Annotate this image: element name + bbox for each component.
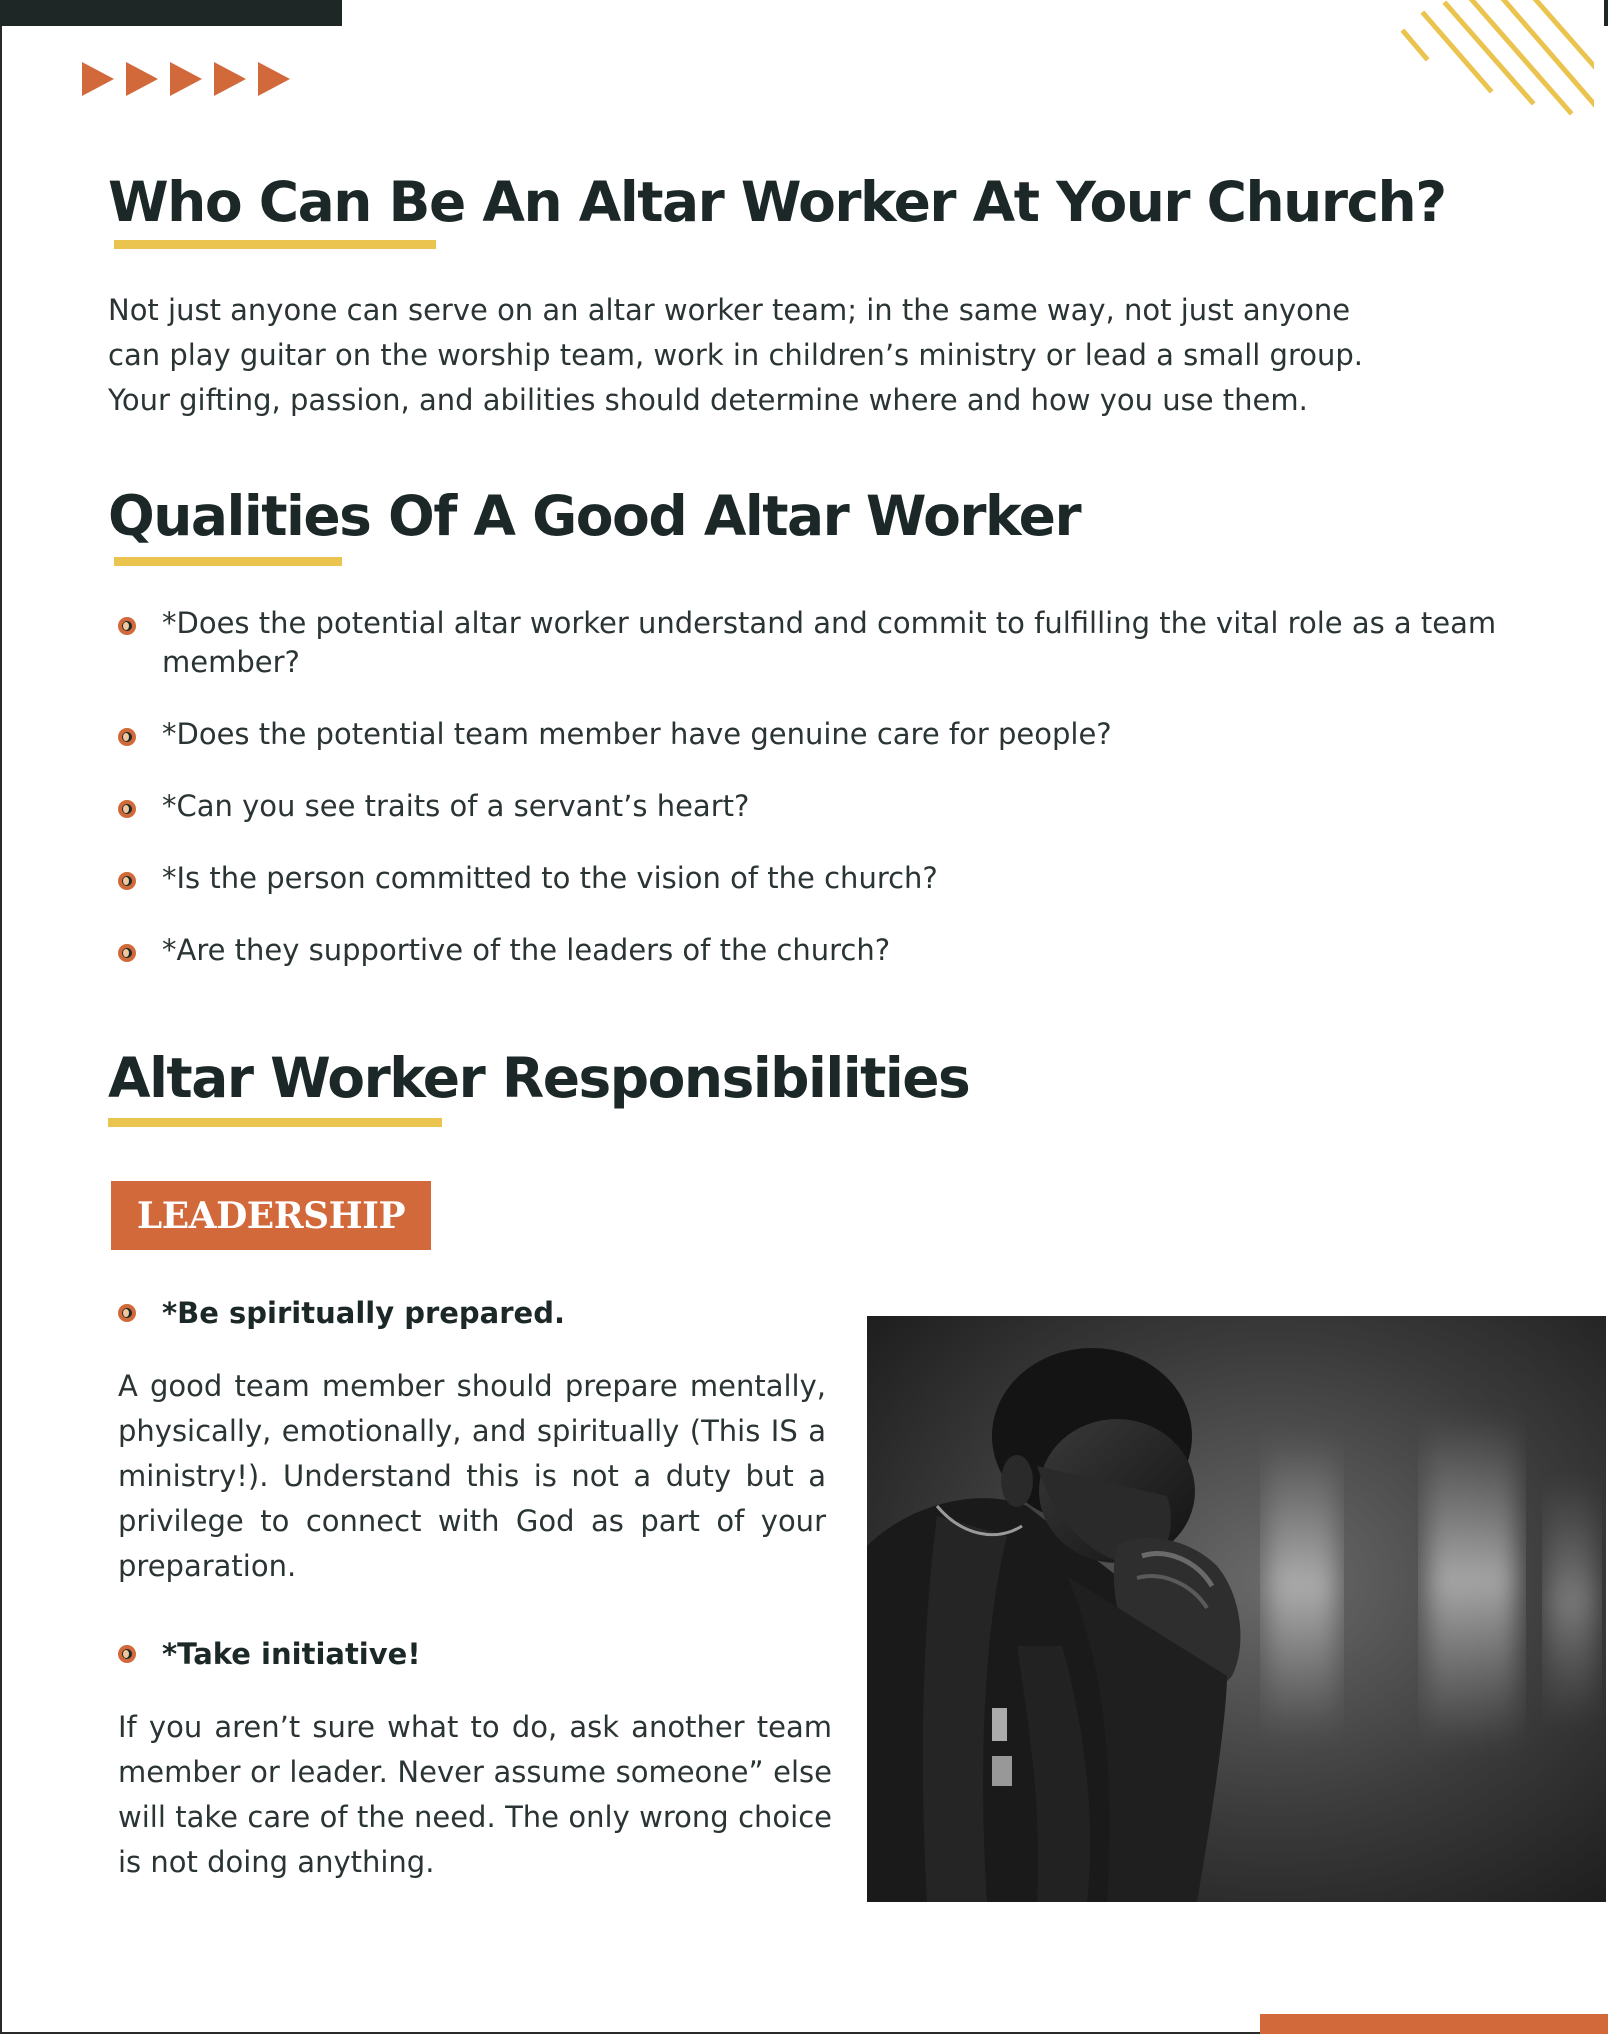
list-item-text: *Does the potential altar worker understand and commit to fulfilling the vital role as a team member? — [162, 606, 1497, 679]
heading-qualities: Qualities Of A Good Altar Worker — [108, 484, 1081, 548]
point-heading-text: *Be spiritually prepared. — [162, 1296, 565, 1330]
bullet-dot-icon — [118, 1645, 136, 1663]
qualities-list — [118, 604, 1518, 1003]
top-decor-bar — [0, 0, 342, 26]
intro-paragraph — [108, 288, 1528, 423]
heading-underline — [114, 557, 342, 566]
point-body-prepared: A good team member should prepare mentally, physically, emotionally, and spiritually (This IS a ministry!). Understand this is not a duty but a privilege to connect with God as part of your preparation. — [118, 1369, 826, 1583]
bullet-dot-icon — [118, 617, 136, 635]
arrow-icon — [82, 62, 114, 96]
arrow-icon — [126, 62, 158, 96]
heading-underline — [108, 1118, 442, 1127]
list-item-text: *Is the person committed to the vision of the church? — [162, 861, 938, 895]
point-heading-prepared — [118, 1296, 565, 1330]
praying-man-photo — [867, 1316, 1606, 1902]
intro-line: can play guitar on the worship team, work in children’s ministry or lead a small group. — [108, 338, 1363, 372]
point-heading-text: *Take initiative! — [162, 1637, 421, 1671]
list-item — [118, 931, 1518, 970]
list-item — [118, 604, 1518, 682]
bullet-dot-icon — [118, 800, 136, 818]
arrow-icon — [170, 62, 202, 96]
photo-illustration — [867, 1316, 1606, 1902]
bullet-dot-icon — [118, 872, 136, 890]
list-item-text: *Can you see traits of a servant’s heart? — [162, 789, 750, 823]
heading-underline — [114, 240, 436, 249]
point-heading-initiative — [118, 1637, 421, 1671]
diagonal-stripes-decoration — [1394, 0, 1594, 160]
intro-line: Not just anyone can serve on an altar worker team; in the same way, not just anyone — [108, 293, 1351, 327]
heading-who-can-be: Who Can Be An Altar Worker At Your Church? — [108, 170, 1446, 234]
arrow-decoration — [82, 62, 290, 96]
arrow-icon — [258, 62, 290, 96]
bullet-dot-icon — [118, 1304, 136, 1322]
point-body-initiative: If you aren’t sure what to do, ask another team member or leader. Never assume someone” else will take care of the need. The only wrong choice is not doing anything. — [118, 1710, 832, 1879]
leadership-badge — [111, 1181, 431, 1250]
arrow-icon — [214, 62, 246, 96]
heading-responsibilities: Altar Worker Responsibilities — [108, 1046, 970, 1110]
bullet-dot-icon — [118, 728, 136, 746]
list-item — [118, 715, 1518, 754]
intro-line: Your gifting, passion, and abilities should determine where and how you use them. — [108, 383, 1308, 417]
list-item-text: *Are they supportive of the leaders of the church? — [162, 933, 891, 967]
list-item-text: *Does the potential team member have genuine care for people? — [162, 717, 1112, 751]
list-item — [118, 787, 1518, 826]
top-right-edge-mark — [1604, 0, 1608, 26]
badge-label: LEADERSHIP — [136, 1194, 406, 1237]
list-item — [118, 859, 1518, 898]
bullet-dot-icon — [118, 944, 136, 962]
bottom-decor-bar — [1260, 2014, 1608, 2034]
